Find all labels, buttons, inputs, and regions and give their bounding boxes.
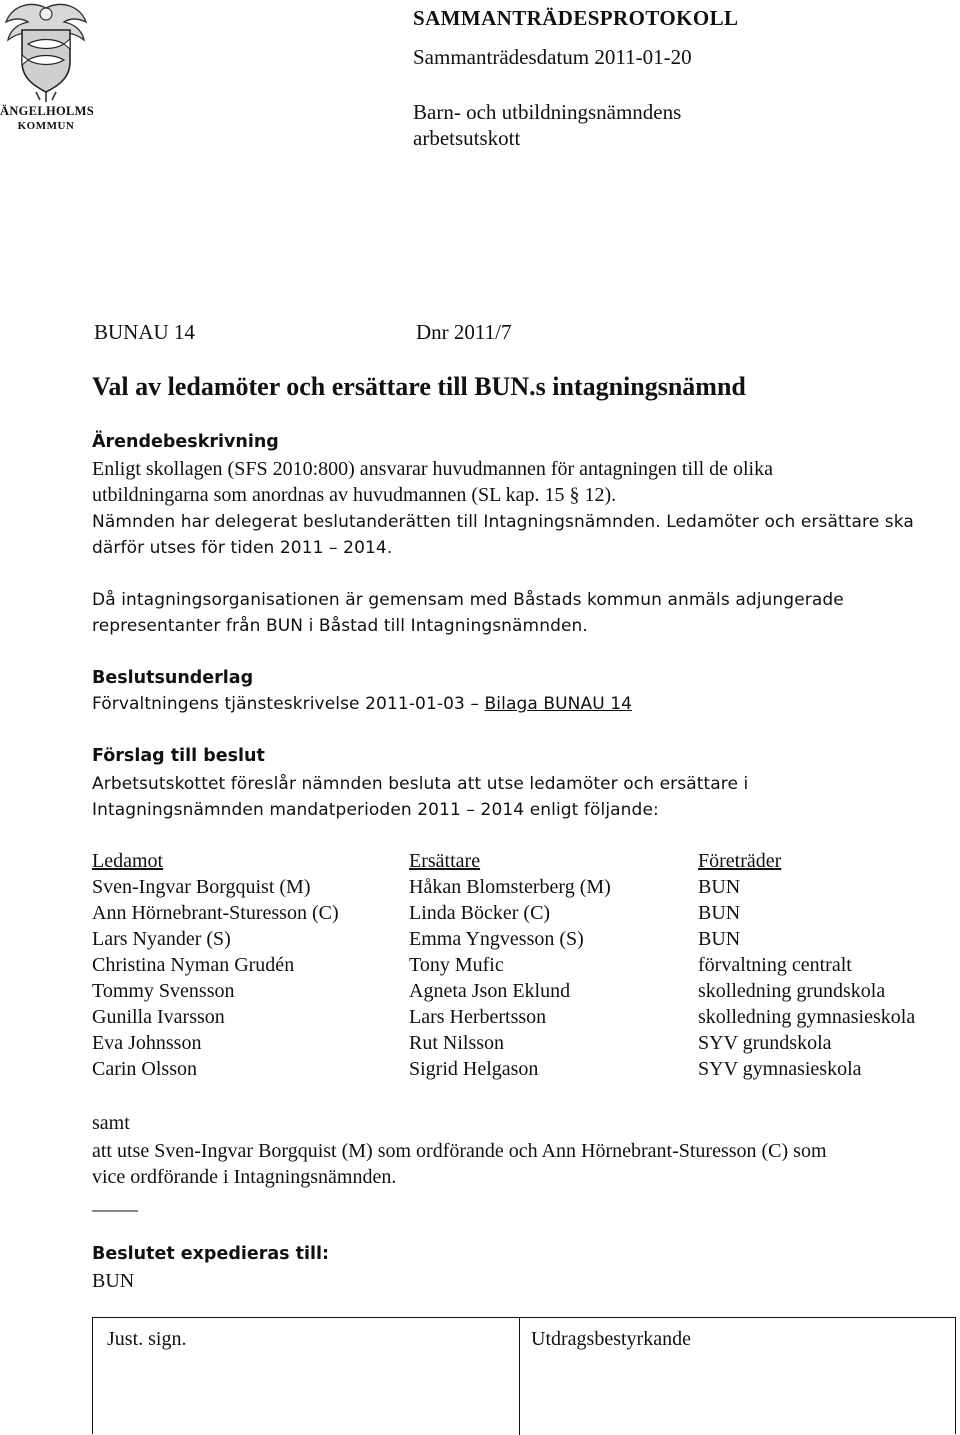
municipality-logo	[0, 0, 92, 134]
utdragsbestyrkande-label: Utdragsbestyrkande	[531, 1328, 691, 1350]
arende-line4: därför utses för tiden 2011 – 2014.	[92, 538, 393, 558]
ledamot-cell: Lars Nyander (S)	[92, 928, 231, 950]
samt-line1: att utse Sven-Ingvar Borgquist (M) som ordförande och Ann Hörnebrant-Sturesson (C) som	[92, 1140, 827, 1162]
committee-name-line2: arbetsutskott	[413, 126, 521, 150]
foretrader-cell: förvaltning centralt	[698, 954, 852, 976]
ersattare-cell: Sigrid Helgason	[409, 1058, 539, 1080]
committee-name-line1: Barn- och utbildningsnämndens	[413, 100, 682, 124]
foretrader-cell: skolledning grundskola	[698, 980, 886, 1002]
forslag-line2: Intagningsnämnden mandatperioden 2011 – 2014 enligt följande:	[92, 800, 659, 820]
ledamot-cell: Carin Olsson	[92, 1058, 197, 1080]
arende-line2: utbildningarna som anordnas av huvudmannen (SL kap. 15 § 12).	[92, 484, 617, 506]
foretrader-cell: BUN	[698, 902, 741, 924]
table-row	[92, 928, 960, 954]
logo-name: ÄNGELHOLMS	[0, 104, 94, 118]
forslag-line1: Arbetsutskottet föreslår nämnden besluta att utse ledamöter och ersättare i	[92, 774, 749, 794]
ersattare-cell: Agneta Json Eklund	[409, 980, 571, 1002]
table-row	[92, 876, 960, 902]
column-header-ersattare: Ersättare	[409, 850, 481, 872]
arende-heading: Ärendebeskrivning	[92, 432, 279, 452]
ersattare-cell: Lars Herbertsson	[409, 1006, 547, 1028]
ledamot-cell: Sven-Ingvar Borgquist (M)	[92, 876, 311, 898]
arende-line3: Nämnden har delegerat beslutanderätten till Intagningsnämnden. Ledamöter och ersättare ska	[92, 512, 914, 532]
signature-divider	[519, 1318, 520, 1435]
dnr-number: Dnr 2011/7	[416, 320, 512, 344]
underlag-heading: Beslutsunderlag	[92, 668, 254, 688]
members-table	[92, 850, 960, 1090]
meeting-date: Sammanträdesdatum 2011-01-20	[413, 45, 692, 69]
table-row	[92, 954, 960, 980]
foretrader-cell: BUN	[698, 876, 741, 898]
just-sign-label: Just. sign.	[107, 1328, 187, 1350]
arende-line6: representanter från BUN i Båstad till Intagningsnämnden.	[92, 616, 588, 636]
separator-line: _____	[92, 1192, 137, 1214]
table-row	[92, 902, 960, 928]
foretrader-cell: SYV gymnasieskola	[698, 1058, 862, 1080]
ledamot-cell: Eva Johnsson	[92, 1032, 202, 1054]
signature-box	[92, 1317, 956, 1434]
ersattare-cell: Tony Mufic	[409, 954, 504, 976]
samt-line2: vice ordförande i Intagningsnämnden.	[92, 1166, 397, 1188]
foretrader-cell: skolledning gymnasieskola	[698, 1006, 916, 1028]
foretrader-cell: BUN	[698, 928, 741, 950]
forslag-heading: Förslag till beslut	[92, 746, 265, 766]
ledamot-cell: Ann Hörnebrant-Sturesson (C)	[92, 902, 339, 924]
table-row	[92, 1032, 960, 1058]
table-row	[92, 1006, 960, 1032]
column-header-ledamot: Ledamot	[92, 850, 164, 872]
ersattare-cell: Linda Böcker (C)	[409, 902, 551, 924]
arende-line5: Då intagningsorganisationen är gemensam med Båstads kommun anmäls adjungerade	[92, 590, 844, 610]
ledamot-cell: Tommy Svensson	[92, 980, 235, 1002]
ledamot-cell: Gunilla Ivarsson	[92, 1006, 225, 1028]
table-row	[92, 980, 960, 1006]
ersattare-cell: Emma Yngvesson (S)	[409, 928, 584, 950]
expedieras-heading: Beslutet expedieras till:	[92, 1244, 330, 1264]
document-type-title: SAMMANTRÄDESPROTOKOLL	[413, 6, 739, 30]
ersattare-cell: Håkan Blomsterberg (M)	[409, 876, 611, 898]
column-header-foretrader: Företräder	[698, 850, 782, 872]
underlag-description: Förvaltningens tjänsteskrivelse 2011-01-03 –	[92, 694, 485, 714]
expedieras-recipient: BUN	[92, 1270, 135, 1292]
ersattare-cell: Rut Nilsson	[409, 1032, 505, 1054]
samt-word: samt	[92, 1112, 130, 1134]
underlag-text	[92, 694, 632, 714]
logo-kommun: KOMMUN	[17, 120, 75, 132]
paragraph-number	[94, 320, 195, 345]
paragraph-label: BUNAU 14	[94, 320, 195, 344]
bilaga-link[interactable]: Bilaga BUNAU 14	[484, 694, 633, 714]
case-title: Val av ledamöter och ersättare till BUN.s intagningsnämnd	[92, 372, 746, 401]
members-header-row	[92, 850, 960, 876]
arende-line1: Enligt skollagen (SFS 2010:800) ansvarar huvudmannen för antagningen till de olika	[92, 458, 773, 480]
ledamot-cell: Christina Nyman Grudén	[92, 954, 295, 976]
table-row	[92, 1058, 960, 1084]
foretrader-cell: SYV grundskola	[698, 1032, 832, 1054]
coat-of-arms-icon	[0, 0, 92, 104]
